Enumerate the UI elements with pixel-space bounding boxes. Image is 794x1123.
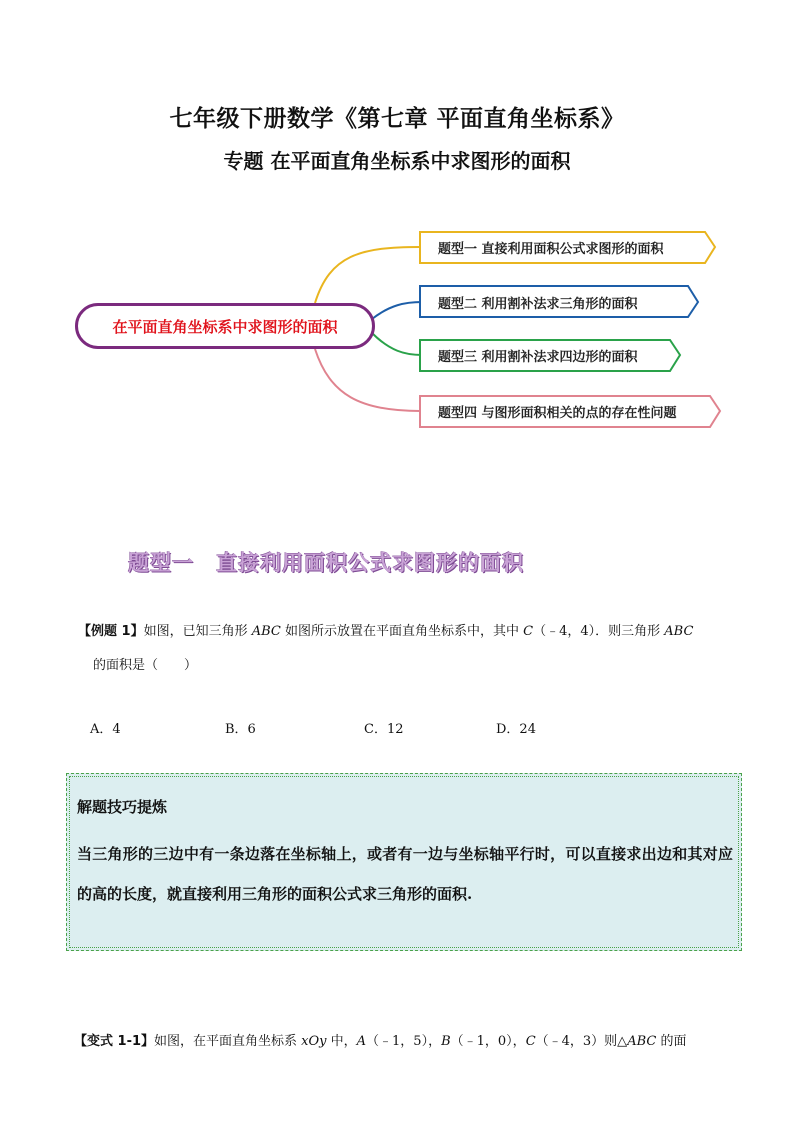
- variant-1-1-line: 【变式 1-1】如图，在平面直角坐标系 xOy 中，A（﹣1，5），B（﹣1，0），C（﹣4，3）则△ABC 的面: [74, 1034, 687, 1049]
- option-c: C．12: [364, 722, 404, 737]
- branch-type-1: 题型一 直接利用面积公式求图形的面积: [438, 241, 664, 257]
- option-a: A．4: [90, 722, 121, 737]
- document-subtitle: 专题 在平面直角坐标系中求图形的面积: [223, 149, 571, 173]
- branch-type-2: 题型二 利用割补法求三角形的面积: [438, 296, 638, 312]
- tips-body: 当三角形的三边中有一条边落在坐标轴上，或者有一边与坐标轴平行时，可以直接求出边和其对应的高的长度，就直接利用三角形的面积公式求三角形的面积.: [77, 845, 733, 903]
- example-1-line-2: 的面积是（ ）: [93, 658, 198, 673]
- mind-map: [60, 215, 760, 445]
- option-d: D．24: [496, 722, 536, 737]
- connector-3: [372, 333, 422, 355]
- option-b: B．6: [225, 722, 256, 737]
- connector-2: [372, 302, 422, 319]
- mind-map-center-node: 在平面直角坐标系中求图形的面积: [75, 303, 375, 349]
- solution-tips-box: [66, 773, 742, 951]
- branch-type-4: 题型四 与图形面积相关的点的存在性问题: [438, 405, 677, 421]
- section-heading: 题型一 直接利用面积公式求图形的面积: [128, 551, 524, 575]
- document-title: 七年级下册数学《第七章 平面直角坐标系》: [169, 106, 625, 132]
- connector-1: [315, 247, 420, 303]
- connector-4: [315, 349, 420, 411]
- branch-type-3: 题型三 利用割补法求四边形的面积: [438, 349, 638, 365]
- example-1-line-1: 【例题 1】如图，已知三角形 ABC 如图所示放置在平面直角坐标系中，其中 C（﹣4，4）．则三角形 ABC: [78, 624, 694, 639]
- tips-title: 解题技巧提炼: [77, 798, 168, 816]
